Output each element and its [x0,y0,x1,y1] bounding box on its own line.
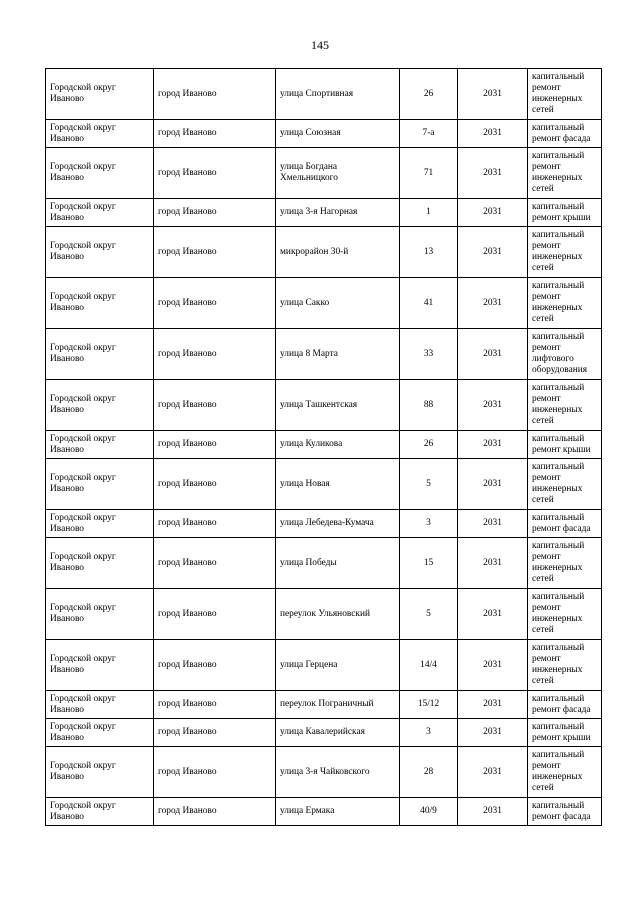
cell-street: улица 8 Марта [276,329,400,380]
cell-house-number: 3 [400,510,458,538]
cell-city: город Иваново [154,691,276,719]
cell-house-number: 88 [400,380,458,431]
cell-work-type: капитальный ремонт инженерных сетей [528,227,602,278]
table-row [46,120,602,148]
cell-house-number: 5 [400,589,458,640]
cell-city: город Иваново [154,227,276,278]
cell-city: город Иваново [154,380,276,431]
cell-city: город Иваново [154,798,276,826]
cell-okrug: Городской округ Иваново [46,510,154,538]
cell-city: город Иваново [154,747,276,798]
cell-okrug: Городской округ Иваново [46,120,154,148]
cell-work-type: капитальный ремонт инженерных сетей [528,747,602,798]
cell-city: город Иваново [154,459,276,510]
cell-work-type: капитальный ремонт инженерных сетей [528,640,602,691]
table-row [46,747,602,798]
cell-street: улица Победы [276,538,400,589]
cell-work-type: капитальный ремонт инженерных сетей [528,148,602,199]
cell-street: улица Ташкентская [276,380,400,431]
cell-okrug: Городской округ Иваново [46,329,154,380]
cell-work-type: капитальный ремонт крыши [528,431,602,459]
cell-city: город Иваново [154,199,276,227]
cell-house-number: 13 [400,227,458,278]
cell-okrug: Городской округ Иваново [46,747,154,798]
table-row [46,148,602,199]
table-row [46,278,602,329]
cell-okrug: Городской округ Иваново [46,640,154,691]
table-row [46,589,602,640]
cell-year: 2031 [458,380,528,431]
cell-work-type: капитальный ремонт инженерных сетей [528,69,602,120]
cell-okrug: Городской округ Иваново [46,719,154,747]
table-row [46,691,602,719]
cell-city: город Иваново [154,69,276,120]
cell-year: 2031 [458,747,528,798]
cell-year: 2031 [458,199,528,227]
cell-house-number: 26 [400,431,458,459]
cell-street: улица Лебедева-Кумача [276,510,400,538]
cell-house-number: 3 [400,719,458,747]
cell-year: 2031 [458,510,528,538]
cell-city: город Иваново [154,510,276,538]
table-row [46,69,602,120]
table-row [46,227,602,278]
cell-work-type: капитальный ремонт фасада [528,120,602,148]
cell-work-type: капитальный ремонт инженерных сетей [528,459,602,510]
cell-year: 2031 [458,431,528,459]
table-row [46,719,602,747]
cell-okrug: Городской округ Иваново [46,459,154,510]
cell-house-number: 7-а [400,120,458,148]
cell-street: улица Кавалерийская [276,719,400,747]
cell-street: микрорайон 30-й [276,227,400,278]
registry-table [45,68,602,826]
cell-city: город Иваново [154,589,276,640]
cell-okrug: Городской округ Иваново [46,278,154,329]
cell-work-type: капитальный ремонт фасада [528,510,602,538]
cell-house-number: 33 [400,329,458,380]
table-row [46,329,602,380]
cell-okrug: Городской округ Иваново [46,538,154,589]
cell-work-type: капитальный ремонт крыши [528,719,602,747]
cell-work-type: капитальный ремонт инженерных сетей [528,380,602,431]
cell-house-number: 28 [400,747,458,798]
table-row [46,380,602,431]
cell-okrug: Городской округ Иваново [46,798,154,826]
cell-house-number: 14/4 [400,640,458,691]
cell-street: улица Союзная [276,120,400,148]
cell-year: 2031 [458,459,528,510]
cell-okrug: Городской округ Иваново [46,148,154,199]
cell-house-number: 15 [400,538,458,589]
cell-work-type: капитальный ремонт крыши [528,199,602,227]
cell-street: улица Сакко [276,278,400,329]
cell-year: 2031 [458,120,528,148]
cell-year: 2031 [458,278,528,329]
cell-city: город Иваново [154,329,276,380]
cell-city: город Иваново [154,538,276,589]
cell-city: город Иваново [154,431,276,459]
cell-city: город Иваново [154,148,276,199]
cell-house-number: 40/9 [400,798,458,826]
cell-street: переулок Пограничный [276,691,400,719]
cell-house-number: 71 [400,148,458,199]
cell-year: 2031 [458,640,528,691]
cell-house-number: 15/12 [400,691,458,719]
cell-house-number: 5 [400,459,458,510]
page-number: 145 [311,38,329,52]
cell-street: улица Герцена [276,640,400,691]
cell-street: улица 3-я Чайковского [276,747,400,798]
cell-city: город Иваново [154,278,276,329]
table-row [46,459,602,510]
registry-table-body [46,69,602,826]
cell-year: 2031 [458,148,528,199]
cell-house-number: 1 [400,199,458,227]
cell-city: город Иваново [154,640,276,691]
cell-work-type: капитальный ремонт фасада [528,691,602,719]
cell-work-type: капитальный ремонт инженерных сетей [528,538,602,589]
cell-work-type: капитальный ремонт инженерных сетей [528,278,602,329]
table-row [46,538,602,589]
table-row [46,798,602,826]
cell-street: улица Куликова [276,431,400,459]
cell-street: переулок Ульяновский [276,589,400,640]
cell-work-type: капитальный ремонт инженерных сетей [528,589,602,640]
cell-street: улица 3-я Нагорная [276,199,400,227]
cell-house-number: 26 [400,69,458,120]
cell-street: улица Спортивная [276,69,400,120]
cell-work-type: капитальный ремонт фасада [528,798,602,826]
cell-year: 2031 [458,329,528,380]
cell-year: 2031 [458,798,528,826]
table-row [46,640,602,691]
cell-house-number: 41 [400,278,458,329]
cell-okrug: Городской округ Иваново [46,380,154,431]
cell-city: город Иваново [154,719,276,747]
table-row [46,510,602,538]
cell-okrug: Городской округ Иваново [46,69,154,120]
cell-okrug: Городской округ Иваново [46,691,154,719]
cell-okrug: Городской округ Иваново [46,199,154,227]
cell-street: улица Новая [276,459,400,510]
cell-year: 2031 [458,719,528,747]
cell-year: 2031 [458,69,528,120]
cell-street: улица Богдана Хмельницкого [276,148,400,199]
table-row [46,199,602,227]
cell-year: 2031 [458,227,528,278]
cell-street: улица Ермака [276,798,400,826]
cell-year: 2031 [458,589,528,640]
table-row [46,431,602,459]
cell-okrug: Городской округ Иваново [46,227,154,278]
cell-okrug: Городской округ Иваново [46,589,154,640]
cell-year: 2031 [458,538,528,589]
cell-okrug: Городской округ Иваново [46,431,154,459]
cell-city: город Иваново [154,120,276,148]
cell-work-type: капитальный ремонт лифтового оборудования [528,329,602,380]
cell-year: 2031 [458,691,528,719]
